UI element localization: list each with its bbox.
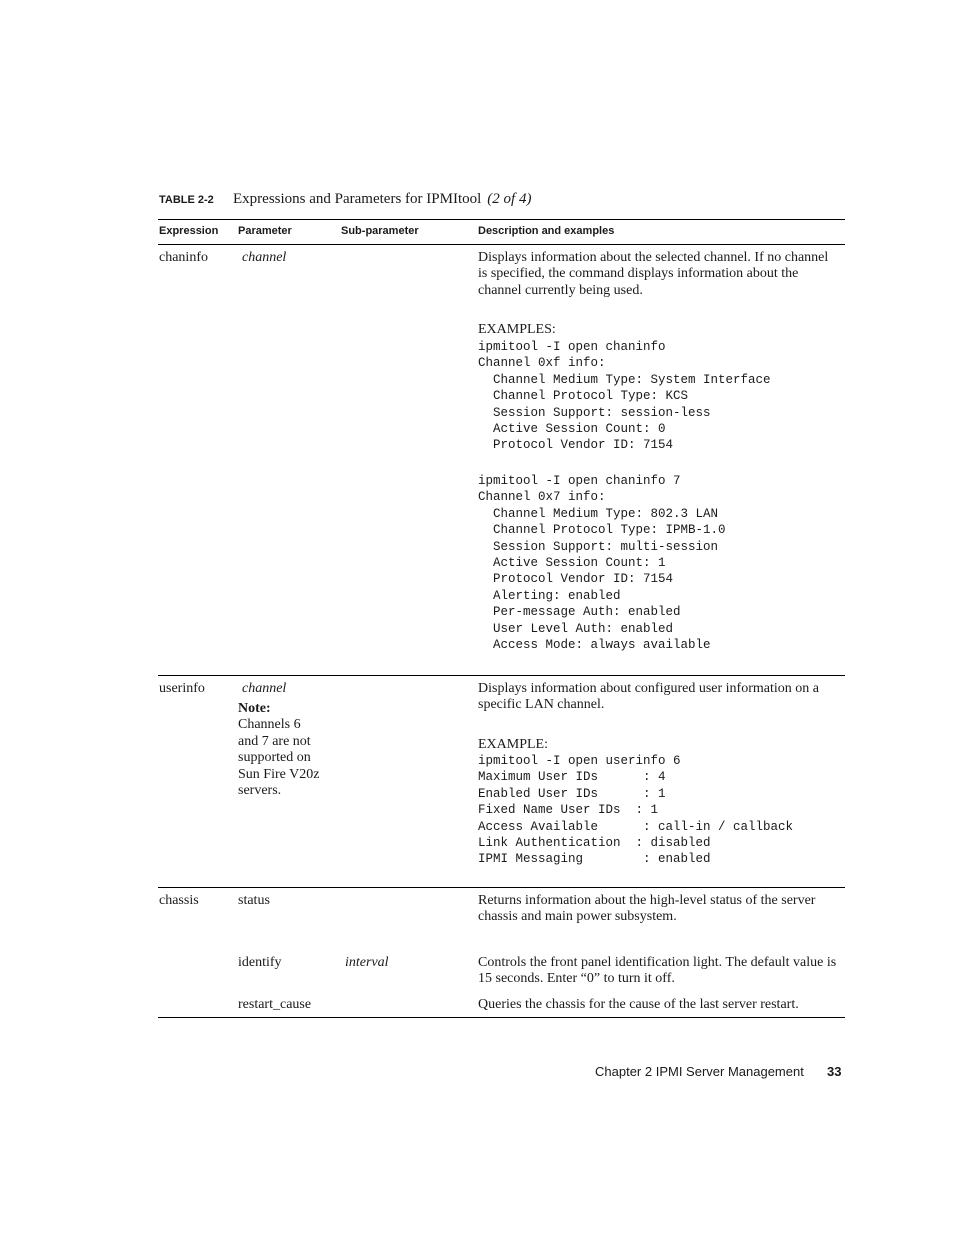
chaninfo-code-example-1: ipmitool -I open chaninfo Channel 0xf info: Channel Medium Type: System Interface Channel Protocol Type: KCS Session Support: session-less Active Session Count: 0 Protocol Vendor ID: 7154: [478, 340, 771, 453]
userinfo-expression: userinfo: [159, 681, 205, 696]
note-title: Note:: [238, 701, 271, 716]
header-expression: Expression: [159, 225, 219, 237]
header-subparameter: Sub-parameter: [341, 225, 419, 237]
chassis-identify-subparameter: interval: [345, 955, 389, 970]
userinfo-note: [238, 701, 319, 799]
note-line: supported on: [238, 750, 311, 766]
row-divider: [158, 887, 845, 888]
note-line: and 7 are not: [238, 733, 311, 749]
table-part: (2 of 4): [487, 191, 532, 207]
chaninfo-code-example-2: ipmitool -I open chaninfo 7 Channel 0x7 info: Channel Medium Type: 802.3 LAN Channel Protocol Type: IPMB-1.0 Session Support: multi-session Active Session Count: 1 Protocol Vendor ID: 7154 Alerting: enabled Per-message Auth: enabled User Level Auth: enabled Access Mode: always available: [478, 474, 726, 653]
note-line: servers.: [238, 783, 282, 799]
chassis-restart-description: Queries the chassis for the cause of the last server restart.: [478, 997, 799, 1012]
chaninfo-examples-label: EXAMPLES:: [478, 322, 556, 337]
chassis-status-description: Returns information about the high-level status of the server chassis and main power subsystem.: [478, 893, 816, 925]
table-bottom-rule: [158, 1017, 845, 1018]
chassis-identify-description: Controls the front panel identification light. The default value is 15 seconds. Enter “0” to turn it off.: [478, 955, 837, 987]
userinfo-parameter: channel: [242, 681, 287, 696]
chassis-status-parameter: status: [238, 893, 270, 908]
chassis-restart-parameter: restart_cause: [238, 997, 312, 1012]
note-line: Channels 6: [238, 717, 301, 733]
row-divider: [158, 675, 845, 676]
chassis-identify-parameter: identify: [238, 955, 282, 970]
table-top-rule: [158, 219, 845, 220]
note-line: Sun Fire V20z: [238, 766, 320, 782]
chaninfo-description: Displays information about the selected channel. If no channel is specified, the command displays information about the channel currently being used.: [478, 250, 829, 298]
footer-chapter: Chapter 2 IPMI Server Management: [595, 1064, 804, 1079]
userinfo-example-label: EXAMPLE:: [478, 737, 548, 752]
chaninfo-expression: chaninfo: [159, 250, 208, 265]
userinfo-description: Displays information about configured user information on a specific LAN channel.: [478, 681, 819, 713]
header-rule: [158, 244, 845, 245]
header-description: Description and examples: [478, 225, 615, 237]
table-title: [233, 191, 531, 208]
chaninfo-parameter: channel: [242, 250, 287, 265]
chassis-expression: chassis: [159, 893, 199, 908]
table-label: TABLE 2-2: [159, 194, 214, 206]
page-number: 33: [827, 1064, 842, 1079]
userinfo-code-example: ipmitool -I open userinfo 6 Maximum User IDs : 4 Enabled User IDs : 1 Fixed Name User IDs : 1 Access Available : call-in / callback Link Authentication : disabled IPMI Messaging : enabled: [478, 754, 794, 867]
table-title-text: Expressions and Parameters for IPMItool: [233, 191, 482, 207]
header-parameter: Parameter: [238, 225, 292, 237]
